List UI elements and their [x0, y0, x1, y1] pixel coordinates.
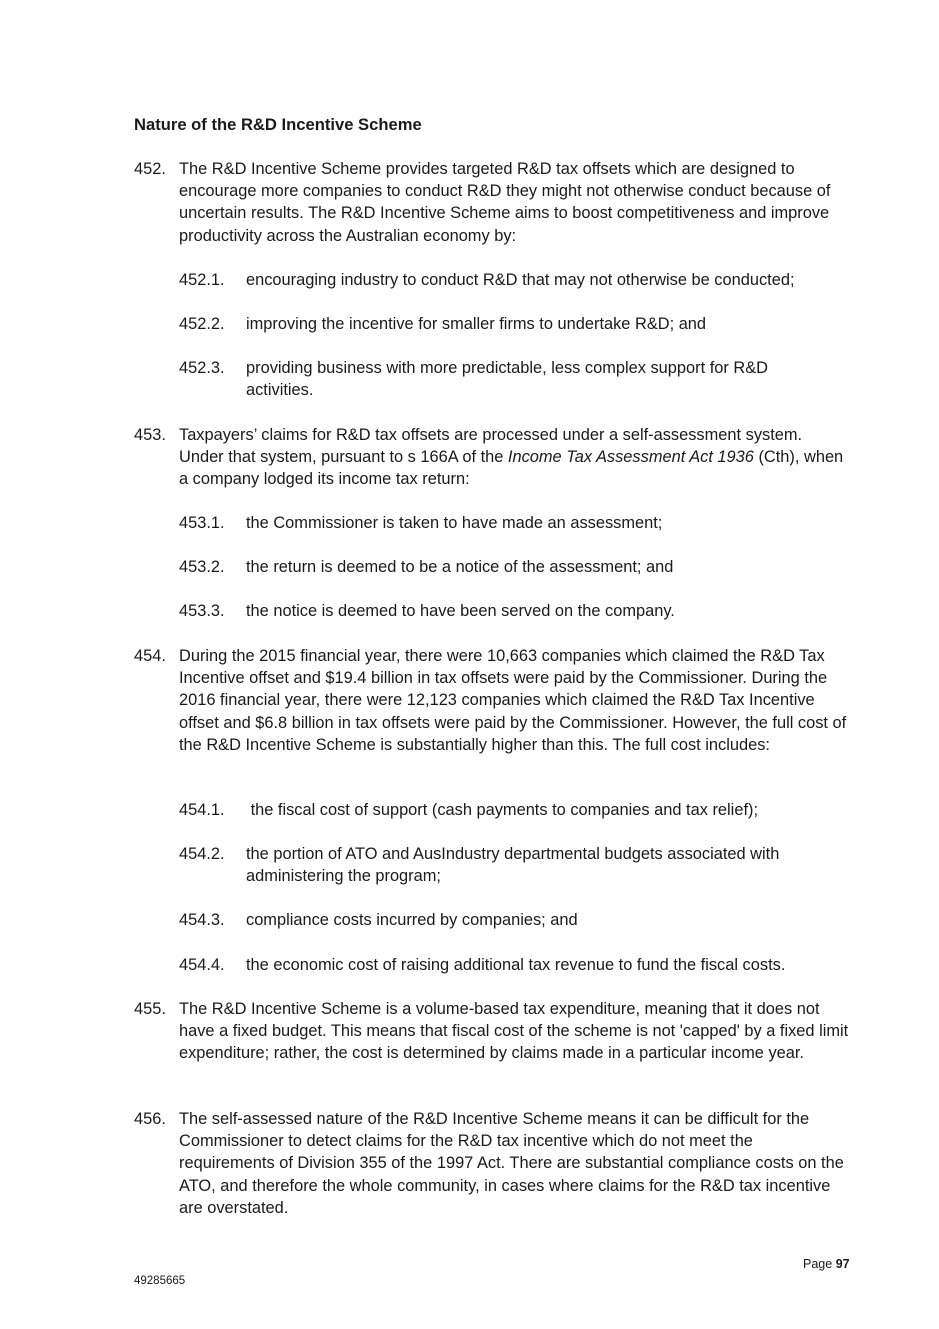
list-item-text: the return is deemed to be a notice of the assessment; and: [246, 558, 674, 576]
list-item-454-2: [179, 843, 839, 887]
list-item-number: 452.3.: [179, 359, 225, 377]
list-item-454-3: [179, 909, 839, 931]
list-item-453-2: [179, 556, 839, 578]
paragraph-text: The self-assessed nature of the R&D Incentive Scheme means it can be difficult for the Commissioner to detect claims for the R&D tax incentive which do not meet the requirements of Division 355 of the 1997 Act. There are substantial compliance costs on the ATO, and therefore the whole community, in cases where claims for the R&D tax incentive are overstated.: [179, 1110, 844, 1217]
paragraph-text: The R&D Incentive Scheme provides targeted R&D tax offsets which are designed to encourage more companies to conduct R&D they might not otherwise conduct because of uncertain results. The R&D Incentive Scheme aims to boost competitiveness and improve productivity across the Australian economy by:: [179, 160, 831, 245]
list-item-text: the notice is deemed to have been served on the company.: [246, 602, 675, 620]
list-item-number: 454.4.: [179, 956, 225, 974]
list-item-number: 453.2.: [179, 558, 225, 576]
paragraph-number: 452.: [134, 160, 166, 178]
paragraph-text-part: Taxpayers’ claims for R&D tax offsets are processed under a self-assessment system. Under that system, pursuant to s 166A of the: [179, 426, 803, 467]
paragraph-text-part: (Cth), when a company lodged its income tax return:: [179, 448, 844, 489]
list-item-454-4: [179, 954, 839, 976]
paragraph-number: 456.: [134, 1110, 166, 1128]
document-id: 49285665: [134, 1275, 186, 1287]
list-item-452-3: [179, 357, 839, 401]
list-item-text: improving the incentive for smaller firms to undertake R&D; and: [246, 315, 707, 333]
page-number: [803, 1253, 850, 1275]
list-item-text: the Commissioner is taken to have made an assessment;: [246, 514, 663, 532]
list-item-text: the fiscal cost of support (cash payments to companies and tax relief);: [246, 801, 759, 819]
list-item-text: compliance costs incurred by companies; and: [246, 911, 578, 929]
paragraph-456: [134, 1108, 850, 1219]
list-item-452-2: [179, 313, 839, 335]
paragraph-452: [134, 158, 850, 247]
list-item-number: 454.3.: [179, 911, 225, 929]
page-number-value: 97: [835, 1257, 850, 1271]
page-label: Page: [803, 1257, 833, 1271]
list-item-text: the economic cost of raising additional tax revenue to fund the fiscal costs.: [246, 956, 786, 974]
paragraph-455: [134, 998, 850, 1065]
paragraph-454: [134, 645, 850, 756]
paragraph-text: [179, 424, 850, 491]
act-title: Income Tax Assessment Act 1936: [507, 448, 754, 467]
list-item-453-1: [179, 512, 839, 534]
list-item-454-1: [179, 799, 839, 821]
list-item-number: 453.3.: [179, 602, 225, 620]
paragraph-number: 454.: [134, 647, 166, 665]
list-item-number: 454.1.: [179, 801, 225, 819]
list-item-number: 453.1.: [179, 514, 225, 532]
paragraph-text: During the 2015 financial year, there were 10,663 companies which claimed the R&D Tax Incentive offset and $19.4 billion in tax offsets were paid by the Commissioner. During the 2016 financial year, there were 12,123 companies which claimed the R&D Tax Incentive offset and $6.8 billion in tax offsets were paid by the Commissioner. However, the full cost of the R&D Incentive Scheme is substantially higher than this. The full cost includes:: [179, 647, 847, 754]
list-item-text: providing business with more predictable, less complex support for R&D activities.: [246, 359, 769, 400]
list-item-number: 454.2.: [179, 845, 225, 863]
list-item-number: 452.2.: [179, 315, 225, 333]
paragraph-453: [134, 424, 850, 491]
list-item-text: encouraging industry to conduct R&D that may not otherwise be conducted;: [246, 271, 795, 289]
list-item-number: 452.1.: [179, 271, 225, 289]
paragraph-number: 455.: [134, 1000, 166, 1018]
list-item-452-1: [179, 269, 839, 291]
list-item-453-3: [179, 600, 839, 622]
paragraph-number: 453.: [134, 426, 166, 444]
section-heading: Nature of the R&D Incentive Scheme: [134, 115, 422, 134]
paragraph-text: The R&D Incentive Scheme is a volume-based tax expenditure, meaning that it does not have a fixed budget. This means that fiscal cost of the scheme is not 'capped' by a fixed limit expenditure; rather, the cost is determined by claims made in a particular income year.: [179, 1000, 849, 1063]
list-item-text: the portion of ATO and AusIndustry departmental budgets associated with administering the program;: [246, 845, 780, 886]
